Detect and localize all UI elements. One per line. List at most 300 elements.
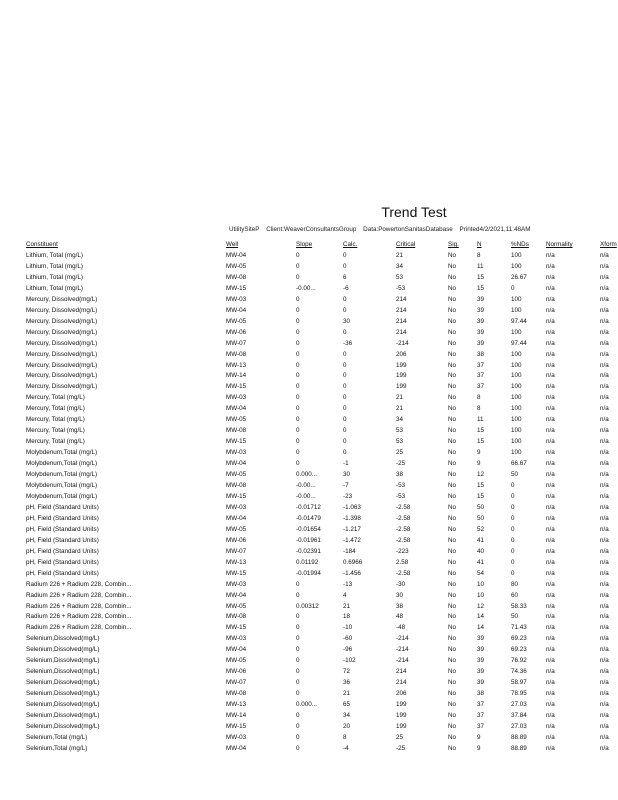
- cell-calc: 0: [343, 427, 347, 435]
- cell-nds: 71.43: [511, 624, 527, 632]
- table-row: [26, 634, 618, 645]
- table-row: [26, 514, 618, 525]
- cell-constituent: Mercury, Dissolved(mg/L): [26, 295, 98, 303]
- cell-critical: 199: [396, 383, 407, 391]
- cell-xform: n/a: [600, 317, 609, 325]
- cell-xform: n/a: [600, 383, 609, 391]
- cell-n: 39: [477, 328, 485, 336]
- cell-critical: -2.58: [396, 514, 411, 522]
- cell-well: MW-06: [226, 536, 247, 544]
- table-row: [26, 536, 618, 547]
- cell-normality: n/a: [546, 558, 555, 566]
- table-row: [26, 623, 618, 634]
- cell-calc: 0: [343, 328, 347, 336]
- cell-well: MW-04: [226, 252, 247, 259]
- cell-constituent: Mercury, Total (mg/L): [26, 405, 85, 413]
- cell-well: MW-03: [226, 580, 247, 588]
- cell-well: MW-08: [226, 427, 247, 435]
- table-row: [26, 722, 618, 733]
- cell-normality: n/a: [546, 394, 555, 402]
- cell-critical: 214: [396, 328, 407, 336]
- cell-nds: 0: [511, 482, 515, 490]
- cell-n: 12: [477, 602, 485, 610]
- cell-constituent: Molybdenum,Total (mg/L): [26, 492, 98, 500]
- cell-critical: -53: [396, 284, 406, 292]
- cell-constituent: Selenium,Dissolved(mg/L): [26, 646, 100, 654]
- table-row: [26, 295, 618, 306]
- cell-critical: -53: [396, 492, 406, 500]
- cell-slope: -0.01712: [296, 503, 321, 511]
- cell-calc: 30: [343, 317, 351, 325]
- cell-well: MW-15: [226, 624, 247, 632]
- cell-n: 39: [477, 317, 485, 325]
- cell-n: 8: [477, 405, 481, 413]
- cell-slope: 0: [296, 624, 300, 632]
- cell-slope: 0: [296, 591, 300, 599]
- cell-xform: n/a: [600, 514, 609, 522]
- cell-constituent: Molybdenum,Total (mg/L): [26, 460, 98, 468]
- cell-normality: n/a: [546, 712, 555, 720]
- cell-normality: n/a: [546, 438, 555, 446]
- cell-slope: 0.000...: [296, 701, 318, 709]
- cell-sig: No: [448, 328, 457, 336]
- cell-sig: No: [448, 252, 457, 259]
- cell-sig: No: [448, 744, 457, 752]
- cell-constituent: Radium 226 + Radium 228, Combin...: [26, 580, 132, 588]
- cell-constituent: Radium 226 + Radium 228, Combin...: [26, 602, 132, 610]
- cell-sig: No: [448, 405, 457, 413]
- cell-critical: 199: [396, 361, 407, 369]
- cell-n: 39: [477, 646, 485, 654]
- cell-xform: n/a: [600, 273, 609, 281]
- cell-n: 37: [477, 372, 485, 380]
- cell-xform: n/a: [600, 733, 609, 741]
- cell-xform: n/a: [600, 361, 609, 369]
- cell-normality: n/a: [546, 690, 555, 698]
- cell-normality: n/a: [546, 525, 555, 533]
- client-name: Client:WeaverConsultantsGroup: [266, 226, 357, 233]
- cell-critical: 21: [396, 405, 404, 413]
- cell-normality: n/a: [546, 613, 555, 621]
- cell-critical: 199: [396, 701, 407, 709]
- table-row: [26, 591, 618, 602]
- cell-slope: 0: [296, 580, 300, 588]
- table-row: [26, 547, 618, 558]
- cell-xform: n/a: [600, 646, 609, 654]
- cell-nds: 97.44: [511, 317, 527, 325]
- cell-slope: 0: [296, 405, 300, 413]
- cell-normality: n/a: [546, 492, 555, 500]
- cell-nds: 0: [511, 547, 515, 555]
- cell-well: MW-05: [226, 657, 247, 665]
- cell-slope: 0: [296, 744, 300, 752]
- cell-well: MW-03: [226, 733, 247, 741]
- cell-critical: 53: [396, 438, 404, 446]
- table-row: [26, 273, 618, 284]
- cell-normality: n/a: [546, 624, 555, 632]
- cell-critical: -2.58: [396, 503, 411, 511]
- column-header-calc: Calc.: [343, 241, 358, 249]
- cell-calc: -1.217: [343, 525, 361, 533]
- cell-well: MW-08: [226, 350, 247, 358]
- cell-sig: No: [448, 449, 457, 457]
- cell-nds: 100: [511, 252, 522, 259]
- cell-xform: n/a: [600, 350, 609, 358]
- cell-nds: 76.92: [511, 657, 527, 665]
- cell-well: MW-04: [226, 405, 247, 413]
- cell-xform: n/a: [600, 503, 609, 511]
- cell-nds: 27.03: [511, 722, 527, 730]
- cell-nds: 100: [511, 306, 522, 314]
- table-row: [26, 426, 618, 437]
- cell-nds: 26.67: [511, 273, 527, 281]
- cell-n: 39: [477, 295, 485, 303]
- cell-critical: 53: [396, 273, 404, 281]
- column-header-slope: Slope: [296, 241, 313, 249]
- cell-xform: n/a: [600, 427, 609, 435]
- cell-critical: 38: [396, 602, 404, 610]
- cell-constituent: Radium 226 + Radium 228, Combin...: [26, 624, 132, 632]
- cell-n: 39: [477, 679, 485, 687]
- cell-normality: n/a: [546, 383, 555, 391]
- cell-sig: No: [448, 602, 457, 610]
- cell-well: MW-04: [226, 744, 247, 752]
- cell-constituent: Lithium, Total (mg/L): [26, 252, 83, 259]
- cell-normality: n/a: [546, 449, 555, 457]
- cell-constituent: Molybdenum,Total (mg/L): [26, 482, 98, 490]
- cell-n: 50: [477, 514, 485, 522]
- cell-xform: n/a: [600, 460, 609, 468]
- cell-nds: 78.95: [511, 690, 527, 698]
- cell-calc: -1.456: [343, 569, 361, 577]
- cell-slope: 0: [296, 668, 300, 676]
- cell-xform: n/a: [600, 536, 609, 544]
- cell-nds: 74.36: [511, 668, 527, 676]
- cell-n: 39: [477, 668, 485, 676]
- table-row: [26, 371, 618, 382]
- cell-xform: n/a: [600, 613, 609, 621]
- table-row: [26, 393, 618, 404]
- cell-critical: -2.58: [396, 536, 411, 544]
- column-header-n: N: [477, 241, 482, 249]
- cell-sig: No: [448, 460, 457, 468]
- cell-sig: No: [448, 668, 457, 676]
- cell-nds: 0: [511, 558, 515, 566]
- cell-xform: n/a: [600, 580, 609, 588]
- cell-calc: 8: [343, 733, 347, 741]
- cell-constituent: pH, Field (Standard Units): [26, 514, 99, 522]
- cell-normality: n/a: [546, 679, 555, 687]
- cell-n: 40: [477, 547, 485, 555]
- cell-xform: n/a: [600, 405, 609, 413]
- cell-normality: n/a: [546, 547, 555, 555]
- cell-sig: No: [448, 525, 457, 533]
- cell-calc: 18: [343, 613, 351, 621]
- cell-critical: 34: [396, 262, 404, 270]
- cell-critical: 30: [396, 591, 404, 599]
- cell-critical: -30: [396, 580, 406, 588]
- cell-critical: -25: [396, 460, 406, 468]
- cell-critical: -223: [396, 547, 409, 555]
- cell-xform: n/a: [600, 722, 609, 730]
- cell-slope: -0.00...: [296, 482, 316, 490]
- cell-critical: 199: [396, 372, 407, 380]
- cell-xform: n/a: [600, 262, 609, 270]
- cell-xform: n/a: [600, 525, 609, 533]
- cell-calc: 0.6966: [343, 558, 363, 566]
- cell-sig: No: [448, 733, 457, 741]
- cell-sig: No: [448, 394, 457, 402]
- cell-normality: n/a: [546, 722, 555, 730]
- cell-xform: n/a: [600, 306, 609, 314]
- cell-nds: 0: [511, 284, 515, 292]
- cell-sig: No: [448, 383, 457, 391]
- cell-n: 37: [477, 701, 485, 709]
- site-name: UtilitySiteP: [229, 226, 260, 233]
- cell-normality: n/a: [546, 350, 555, 358]
- cell-calc: 0: [343, 252, 347, 259]
- cell-xform: n/a: [600, 328, 609, 336]
- cell-calc: -184: [343, 547, 356, 555]
- cell-n: 9: [477, 460, 481, 468]
- cell-nds: 88.89: [511, 744, 527, 752]
- cell-xform: n/a: [600, 679, 609, 687]
- cell-constituent: pH, Field (Standard Units): [26, 503, 99, 511]
- cell-slope: 0: [296, 295, 300, 303]
- cell-slope: 0: [296, 317, 300, 325]
- cell-normality: n/a: [546, 602, 555, 610]
- header-row: [26, 240, 618, 251]
- cell-nds: 0: [511, 492, 515, 500]
- cell-nds: 100: [511, 416, 522, 424]
- cell-calc: -60: [343, 635, 353, 643]
- cell-sig: No: [448, 416, 457, 424]
- table-row: [26, 262, 618, 273]
- cell-nds: 50: [511, 471, 519, 479]
- cell-calc: 0: [343, 394, 347, 402]
- cell-n: 39: [477, 657, 485, 665]
- column-header-xform: Xform: [600, 241, 617, 249]
- cell-xform: n/a: [600, 558, 609, 566]
- cell-slope: 0: [296, 306, 300, 314]
- cell-calc: 21: [343, 602, 351, 610]
- cell-constituent: Mercury, Dissolved(mg/L): [26, 350, 98, 358]
- cell-nds: 60: [511, 591, 519, 599]
- cell-n: 37: [477, 361, 485, 369]
- cell-critical: 34: [396, 416, 404, 424]
- cell-constituent: Mercury, Dissolved(mg/L): [26, 372, 98, 380]
- cell-constituent: pH, Field (Standard Units): [26, 536, 99, 544]
- cell-slope: 0: [296, 416, 300, 424]
- table-row: [26, 251, 618, 262]
- cell-well: MW-03: [226, 394, 247, 402]
- cell-n: 9: [477, 733, 481, 741]
- cell-slope: 0.000...: [296, 471, 318, 479]
- cell-slope: 0: [296, 635, 300, 643]
- cell-normality: n/a: [546, 536, 555, 544]
- column-header-constituent: Constituent: [26, 241, 58, 249]
- table-row: [26, 744, 618, 755]
- cell-well: MW-14: [226, 712, 247, 720]
- table-row: [26, 558, 618, 569]
- cell-normality: n/a: [546, 416, 555, 424]
- cell-xform: n/a: [600, 416, 609, 424]
- cell-n: 9: [477, 449, 481, 457]
- table-row: [26, 350, 618, 361]
- cell-well: MW-08: [226, 690, 247, 698]
- cell-constituent: Selenium,Dissolved(mg/L): [26, 679, 100, 687]
- cell-critical: 214: [396, 295, 407, 303]
- cell-normality: n/a: [546, 646, 555, 654]
- cell-n: 15: [477, 284, 485, 292]
- table-row: [26, 733, 618, 744]
- cell-constituent: Selenium,Dissolved(mg/L): [26, 635, 100, 643]
- cell-nds: 100: [511, 262, 522, 270]
- table-row: [26, 317, 618, 328]
- cell-normality: n/a: [546, 252, 555, 259]
- cell-critical: 21: [396, 252, 404, 259]
- cell-n: 39: [477, 635, 485, 643]
- cell-n: 15: [477, 273, 485, 281]
- cell-constituent: Mercury, Total (mg/L): [26, 416, 85, 424]
- cell-well: MW-08: [226, 613, 247, 621]
- cell-well: MW-04: [226, 591, 247, 599]
- cell-calc: 36: [343, 679, 351, 687]
- cell-slope: 0: [296, 328, 300, 336]
- cell-constituent: Radium 226 + Radium 228, Combin...: [26, 613, 132, 621]
- cell-constituent: Mercury, Dissolved(mg/L): [26, 306, 98, 314]
- cell-nds: 66.67: [511, 460, 527, 468]
- cell-nds: 50: [511, 613, 519, 621]
- cell-sig: No: [448, 646, 457, 654]
- cell-calc: -96: [343, 646, 353, 654]
- column-header-sig: Sig.: [448, 241, 459, 249]
- cell-constituent: Lithium, Total (mg/L): [26, 262, 83, 270]
- cell-normality: n/a: [546, 503, 555, 511]
- cell-nds: 37.84: [511, 712, 527, 720]
- cell-calc: -7: [343, 482, 349, 490]
- column-header-nds: %NDs: [511, 241, 529, 249]
- cell-calc: 0: [343, 295, 347, 303]
- cell-constituent: Mercury, Dissolved(mg/L): [26, 383, 98, 391]
- cell-calc: 6: [343, 273, 347, 281]
- cell-critical: -2.58: [396, 525, 411, 533]
- cell-sig: No: [448, 657, 457, 665]
- cell-critical: 214: [396, 306, 407, 314]
- cell-slope: 0: [296, 733, 300, 741]
- cell-critical: 48: [396, 613, 404, 621]
- cell-well: MW-04: [226, 646, 247, 654]
- cell-well: MW-07: [226, 547, 247, 555]
- cell-slope: 0: [296, 690, 300, 698]
- cell-well: MW-15: [226, 438, 247, 446]
- cell-n: 11: [477, 262, 484, 270]
- cell-constituent: Selenium,Dissolved(mg/L): [26, 690, 100, 698]
- cell-xform: n/a: [600, 668, 609, 676]
- cell-xform: n/a: [600, 701, 609, 709]
- cell-xform: n/a: [600, 712, 609, 720]
- cell-calc: -1: [343, 460, 349, 468]
- cell-calc: -1.063: [343, 503, 361, 511]
- cell-calc: 0: [343, 306, 347, 314]
- cell-sig: No: [448, 295, 457, 303]
- cell-normality: n/a: [546, 471, 555, 479]
- cell-critical: 199: [396, 722, 407, 730]
- cell-well: MW-03: [226, 449, 247, 457]
- cell-well: MW-15: [226, 722, 247, 730]
- cell-sig: No: [448, 569, 457, 577]
- cell-n: 15: [477, 427, 485, 435]
- cell-slope: 0.00312: [296, 602, 319, 610]
- cell-n: 37: [477, 712, 485, 720]
- cell-sig: No: [448, 690, 457, 698]
- cell-sig: No: [448, 547, 457, 555]
- cell-critical: 214: [396, 668, 407, 676]
- cell-xform: n/a: [600, 591, 609, 599]
- cell-sig: No: [448, 701, 457, 709]
- cell-slope: 0: [296, 679, 300, 687]
- cell-calc: -13: [343, 580, 353, 588]
- cell-calc: 0: [343, 262, 347, 270]
- cell-constituent: Selenium,Dissolved(mg/L): [26, 712, 100, 720]
- report-title: Trend Test: [381, 204, 447, 220]
- cell-sig: No: [448, 492, 457, 500]
- cell-constituent: Selenium,Total (mg/L): [26, 733, 88, 741]
- cell-nds: 100: [511, 350, 522, 358]
- cell-nds: 58.33: [511, 602, 527, 610]
- cell-slope: 0: [296, 460, 300, 468]
- cell-normality: n/a: [546, 657, 555, 665]
- cell-n: 10: [477, 591, 485, 599]
- cell-critical: -214: [396, 339, 409, 347]
- cell-nds: 0: [511, 514, 515, 522]
- cell-sig: No: [448, 262, 457, 270]
- cell-slope: 0: [296, 383, 300, 391]
- cell-calc: -1.398: [343, 514, 361, 522]
- cell-sig: No: [448, 503, 457, 511]
- cell-sig: No: [448, 591, 457, 599]
- cell-constituent: Mercury, Dissolved(mg/L): [26, 317, 98, 325]
- table-row: [26, 689, 618, 700]
- cell-n: 8: [477, 394, 481, 402]
- cell-normality: n/a: [546, 635, 555, 643]
- cell-normality: n/a: [546, 460, 555, 468]
- cell-constituent: Mercury, Dissolved(mg/L): [26, 339, 98, 347]
- cell-nds: 100: [511, 295, 522, 303]
- cell-critical: 21: [396, 394, 404, 402]
- cell-slope: 0: [296, 722, 300, 730]
- cell-well: MW-05: [226, 317, 247, 325]
- table-row: [26, 448, 618, 459]
- table-row: [26, 602, 618, 613]
- table-row: [26, 284, 618, 295]
- table-row: [26, 678, 618, 689]
- printed-date: Printed4/2/2021,11:48AM: [459, 226, 531, 233]
- cell-critical: -48: [396, 624, 406, 632]
- cell-n: 41: [477, 536, 485, 544]
- cell-normality: n/a: [546, 339, 555, 347]
- cell-normality: n/a: [546, 668, 555, 676]
- cell-n: 15: [477, 438, 485, 446]
- cell-slope: -0.02391: [296, 547, 321, 555]
- cell-slope: -0.01994: [296, 569, 321, 577]
- cell-nds: 0: [511, 525, 515, 533]
- cell-nds: 80: [511, 580, 519, 588]
- cell-calc: 0: [343, 438, 347, 446]
- cell-sig: No: [448, 350, 457, 358]
- cell-well: MW-13: [226, 701, 247, 709]
- cell-normality: n/a: [546, 273, 555, 281]
